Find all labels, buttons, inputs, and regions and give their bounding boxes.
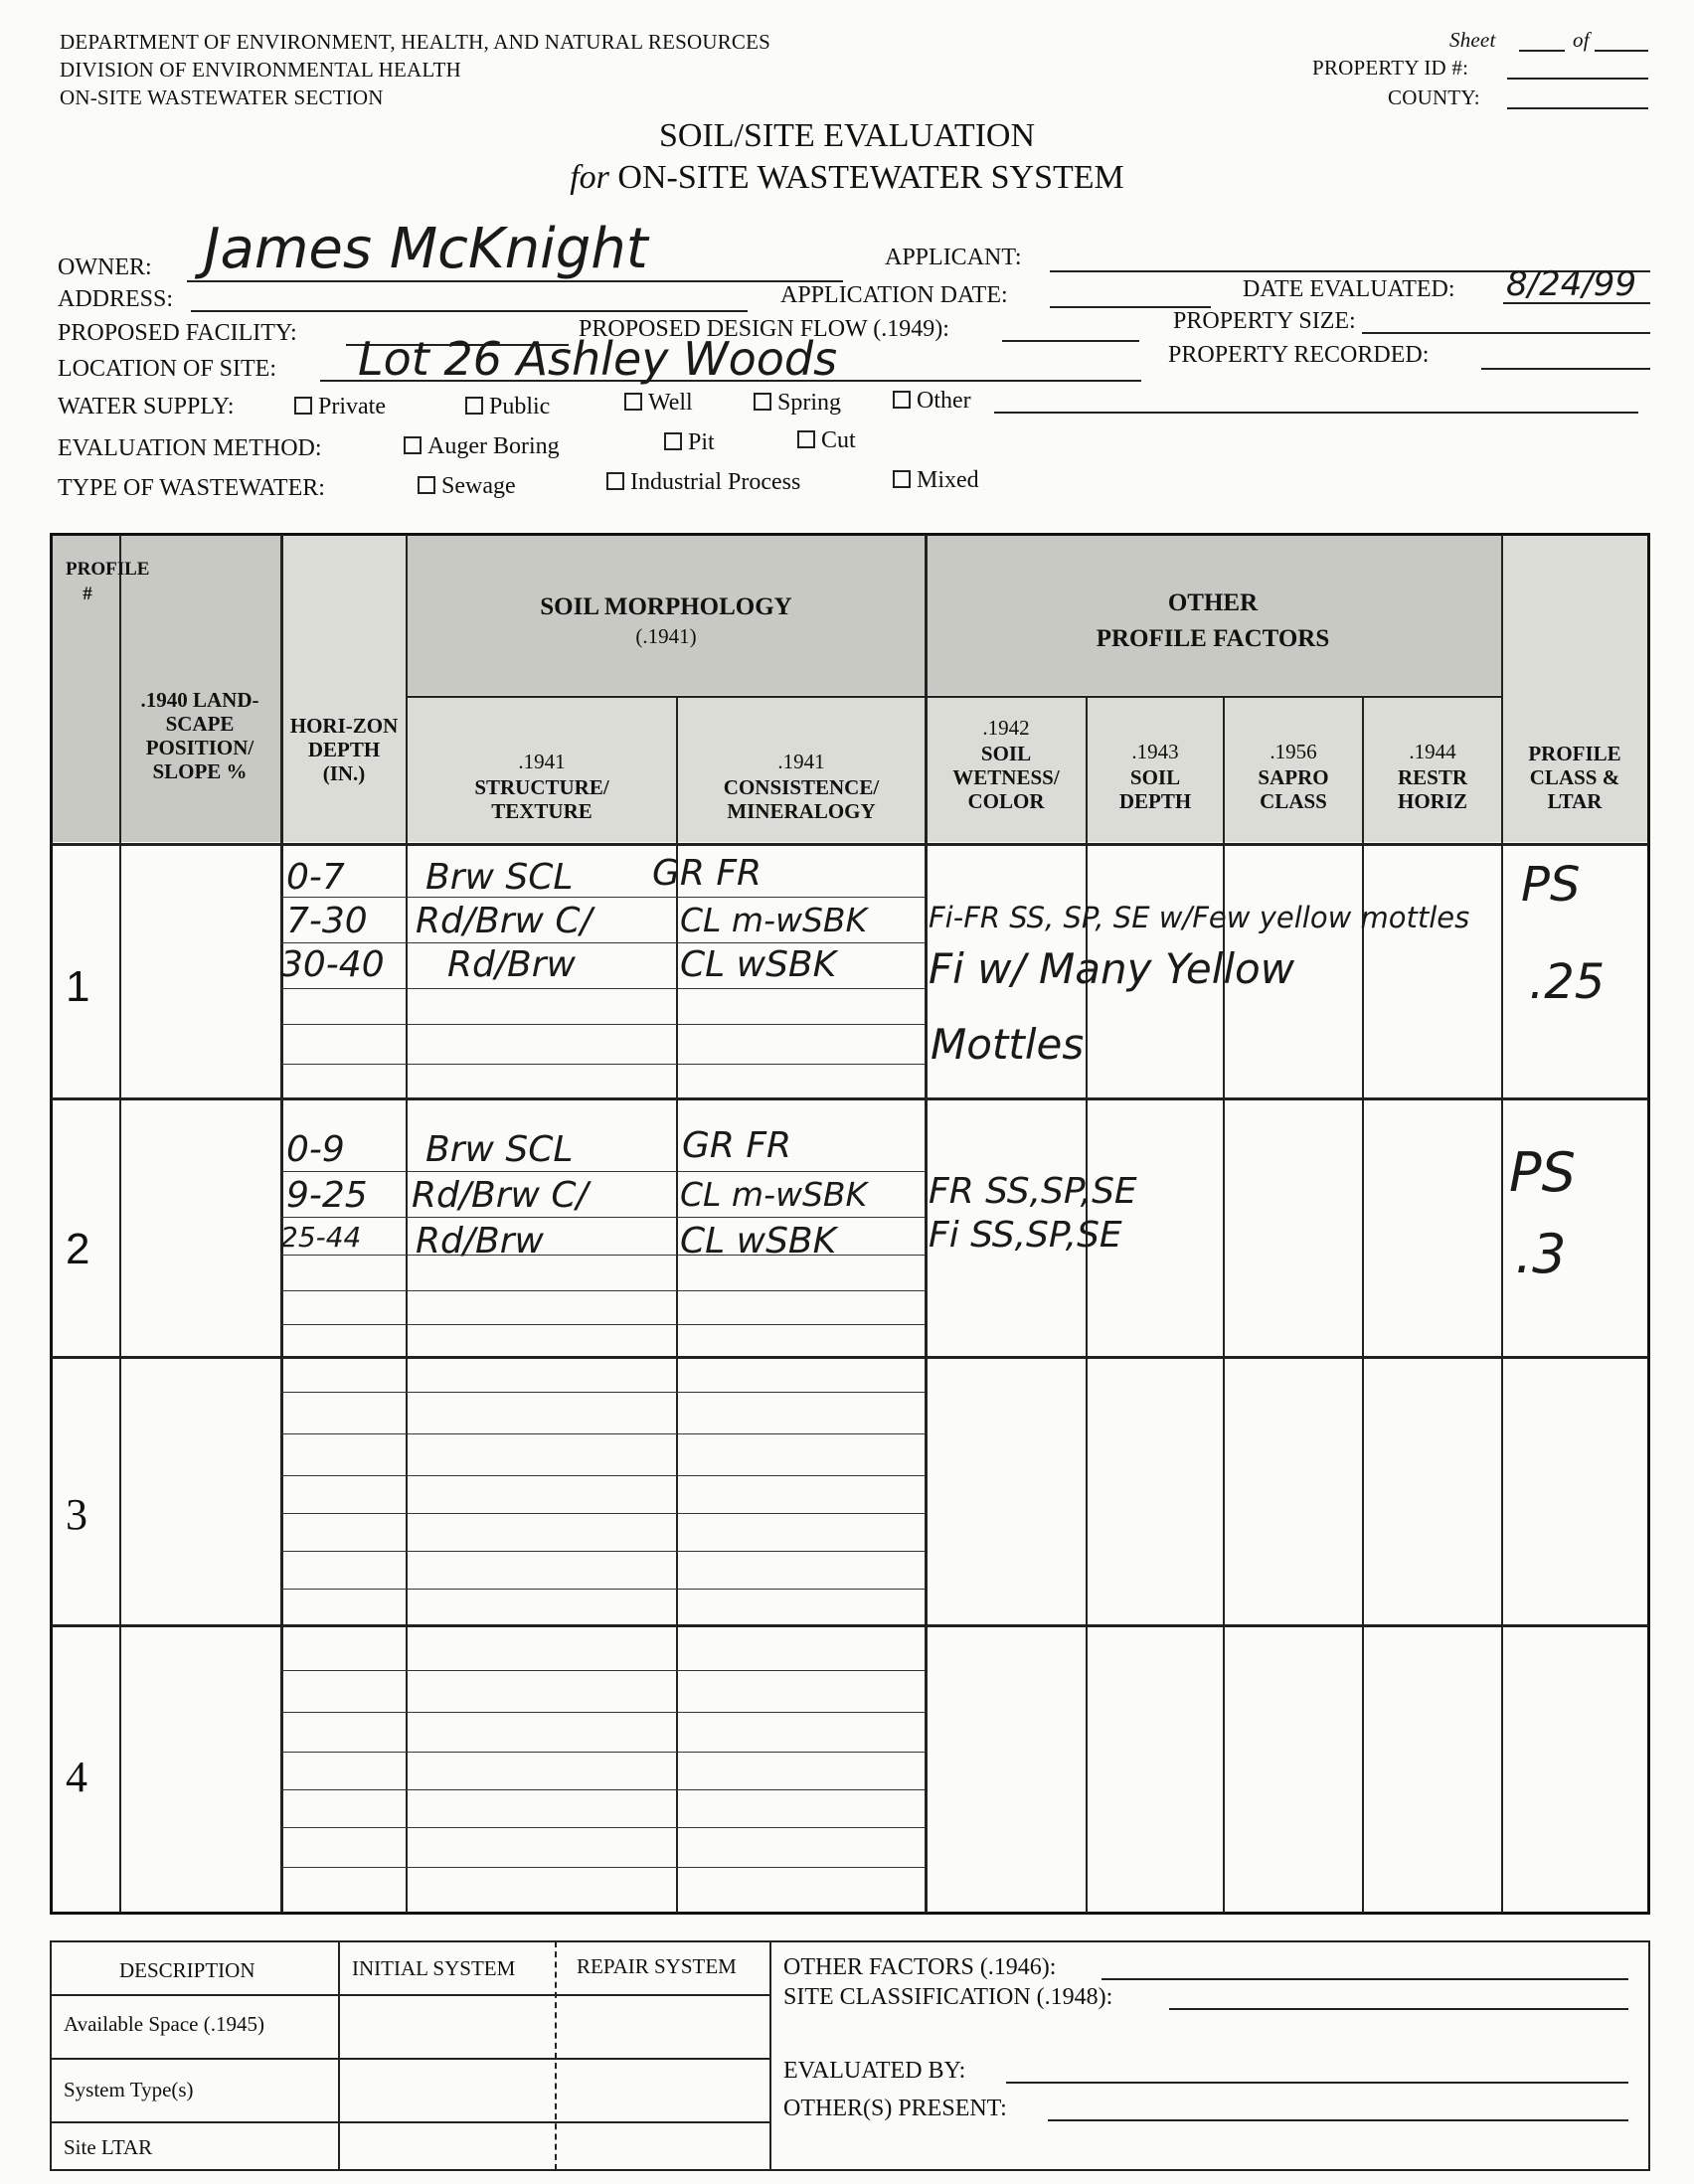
p2-class: PS (1509, 1141, 1576, 1204)
col-line (1362, 696, 1364, 1913)
eval-auger-boring[interactable] (404, 433, 560, 460)
p2-other-2: FR SS,SP,SE (929, 1171, 1137, 1212)
water-supply-well[interactable] (624, 390, 693, 417)
wastewater-industrial[interactable] (606, 469, 800, 496)
other-factors-label: OTHER FACTORS (.1946): (783, 1954, 1057, 1980)
row-line (280, 897, 925, 898)
p1-other-3: Fi w/ Many Yellow (929, 944, 1295, 993)
col-consistence-code: .1941 (777, 750, 825, 773)
group-soil-header: SOIL MORPHOLOGY (540, 593, 792, 620)
design-flow-label: PROPOSED DESIGN FLOW (.1949): (579, 316, 949, 342)
row-line (280, 1290, 925, 1291)
col-structure-code: .1941 (518, 750, 566, 773)
option-label: Industrial Process (630, 469, 801, 495)
section-name: ON-SITE WASTEWATER SECTION (60, 85, 384, 109)
col-restr-code: .1944 (1409, 740, 1456, 763)
profile-separator (52, 1097, 1648, 1100)
water-supply-spring[interactable] (754, 390, 841, 417)
proposed-facility-label: PROPOSED FACILITY: (58, 320, 297, 346)
p1-consistence-2: CL m-wSBK (680, 901, 868, 939)
row-line (280, 1513, 925, 1514)
row-line (280, 1217, 925, 1218)
eval-cut[interactable] (797, 427, 856, 454)
county-label: COUNTY: (1388, 85, 1480, 109)
sheet-label: Sheet (1449, 28, 1496, 52)
option-label: Sewage (441, 473, 516, 499)
row-line (51, 2121, 769, 2123)
p1-depth-2: 7-30 (286, 901, 368, 941)
p1-other-4: Mottles (931, 1020, 1085, 1069)
group-other-header-2: PROFILE FACTORS (1096, 625, 1330, 652)
col-consistence-header: CONSISTENCE/ MINERALOGY (723, 775, 880, 823)
location-label: LOCATION OF SITE: (58, 356, 276, 382)
option-label: Auger Boring (427, 433, 560, 459)
water-supply-other[interactable] (893, 388, 971, 415)
col-horizon-header: HORI-ZON DEPTH (IN.) (289, 714, 399, 785)
others-present-field[interactable] (1048, 2119, 1628, 2121)
row-line (280, 1551, 925, 1552)
checkbox[interactable] (465, 397, 483, 415)
group-other-header: OTHER (1167, 589, 1259, 616)
others-present-label: OTHER(S) PRESENT: (783, 2096, 1007, 2121)
checkbox[interactable] (418, 476, 435, 494)
site-classification-label: SITE CLASSIFICATION (.1948): (783, 1984, 1113, 2010)
p2-consistence-3: CL wSBK (680, 1221, 837, 1261)
profile-separator (52, 1356, 1648, 1359)
design-flow-field[interactable] (1002, 340, 1139, 342)
department-name: DEPARTMENT OF ENVIRONMENT, HEALTH, AND NATURAL RESOURCES (60, 30, 771, 54)
col-repair-system: REPAIR SYSTEM (577, 1954, 737, 1978)
col-line (119, 535, 121, 1913)
p1-ltar: .25 (1529, 954, 1606, 1010)
col-restr-header: RESTR HORIZ (1397, 765, 1468, 813)
option-label: Cut (821, 427, 856, 453)
checkbox[interactable] (606, 472, 624, 490)
p1-class: PS (1521, 857, 1581, 913)
property-id-field[interactable] (1507, 78, 1648, 80)
row-line (280, 1670, 925, 1671)
col-landscape-header: .1940 LAND-SCAPE POSITION/ SLOPE % (140, 688, 259, 783)
application-date-label: APPLICATION DATE: (780, 282, 1008, 308)
checkbox[interactable] (754, 393, 771, 411)
col-sapro-code: .1956 (1270, 740, 1317, 763)
row-line (280, 1433, 925, 1434)
col-line (1086, 696, 1088, 1913)
profile-number: 2 (66, 1225, 90, 1273)
option-label: Spring (777, 390, 842, 416)
checkbox[interactable] (294, 397, 312, 415)
p1-consistence-1: GR FR (652, 853, 762, 894)
sheet-of-field[interactable] (1595, 50, 1648, 52)
row-line (51, 2058, 769, 2060)
form-subtitle-text: ON-SITE WASTEWATER SYSTEM (617, 159, 1124, 196)
water-supply-label: WATER SUPPLY: (58, 394, 235, 420)
checkbox[interactable] (893, 391, 911, 409)
county-field[interactable] (1507, 107, 1648, 109)
col-depth-header: SOIL DEPTH (1118, 765, 1192, 813)
property-recorded-label: PROPERTY RECORDED: (1168, 342, 1430, 368)
other-factors-field[interactable] (1101, 1978, 1628, 1980)
p2-ltar: .3 (1515, 1223, 1567, 1285)
col-description: DESCRIPTION (119, 1958, 255, 1982)
site-classification-field[interactable] (1169, 2008, 1628, 2010)
p2-consistence-1: GR FR (682, 1125, 792, 1166)
property-size-field[interactable] (1362, 332, 1650, 334)
checkbox[interactable] (893, 470, 911, 488)
p1-depth-1: 0-7 (286, 857, 345, 898)
col-line (925, 535, 928, 1913)
profile-separator (52, 1624, 1648, 1627)
applicant-label: APPLICANT: (885, 245, 1022, 270)
row-line (280, 1712, 925, 1713)
water-supply-public[interactable] (465, 394, 550, 420)
division-name: DIVISION OF ENVIRONMENTAL HEALTH (60, 58, 461, 82)
row-line (280, 1827, 925, 1828)
form-subtitle-for: for (570, 159, 609, 196)
wastewater-type-label: TYPE OF WASTEWATER: (58, 475, 325, 501)
checkbox[interactable] (664, 432, 682, 450)
address-label: ADDRESS: (58, 286, 174, 312)
p1-other-2: Fi-FR SS, SP, SE w/Few yellow mottles (929, 901, 1470, 934)
property-id-label: PROPERTY ID #: (1312, 56, 1469, 80)
col-line (555, 1941, 557, 2170)
col-line (406, 535, 408, 1913)
wastewater-mixed[interactable] (893, 467, 979, 494)
p1-structure-2: Rd/Brw C/ (416, 901, 593, 941)
evaluated-by-label: EVALUATED BY: (783, 2058, 966, 2084)
col-class-header: PROFILE CLASS & LTAR (1528, 742, 1621, 813)
p1-consistence-3: CL wSBK (680, 944, 837, 985)
water-supply-other-field[interactable] (994, 412, 1638, 414)
date-evaluated-label: DATE EVALUATED: (1243, 276, 1455, 302)
row-line (280, 1475, 925, 1476)
evaluation-method-label: EVALUATION METHOD: (58, 435, 322, 461)
row-line (51, 1994, 769, 1996)
profile-number: 3 (66, 1490, 87, 1539)
eval-pit[interactable] (664, 429, 715, 456)
row-line (280, 988, 925, 989)
date-evaluated-value: 8/24/99 (1506, 264, 1637, 304)
p2-structure-1: Brw SCL (425, 1129, 574, 1170)
row-line (280, 1024, 925, 1025)
address-field[interactable] (191, 310, 748, 312)
option-label: Public (489, 394, 551, 420)
checkbox[interactable] (404, 436, 422, 454)
row-line (280, 1789, 925, 1790)
option-label: Pit (688, 429, 715, 455)
p1-structure-1: Brw SCL (425, 857, 574, 898)
p2-depth-1: 0-9 (286, 1129, 345, 1170)
form-title: SOIL/SITE EVALUATION (658, 117, 1036, 154)
checkbox[interactable] (624, 393, 642, 411)
p1-depth-3: 30-40 (280, 944, 385, 985)
p2-depth-2: 9-25 (286, 1175, 368, 1216)
property-recorded-field[interactable] (1481, 368, 1650, 370)
p2-depth-3: 25-44 (280, 1221, 362, 1254)
profile-number: 1 (66, 962, 90, 1011)
evaluated-by-field[interactable] (1006, 2082, 1628, 2084)
col-sapro-header: SAPRO CLASS (1258, 765, 1329, 813)
row-line (280, 1392, 925, 1393)
col-profile-header: PROFILE # (66, 559, 150, 604)
row-line (280, 942, 925, 943)
col-depth-code: .1943 (1131, 740, 1179, 763)
of-label: of (1573, 28, 1590, 52)
row-line (280, 1867, 925, 1868)
col-wetness-code: .1942 (982, 716, 1030, 740)
sheet-field[interactable] (1519, 50, 1565, 52)
option-label: Private (318, 394, 386, 420)
property-size-label: PROPERTY SIZE: (1173, 308, 1356, 334)
col-line (338, 1941, 340, 2170)
p2-other-3: Fi SS,SP,SE (929, 1215, 1122, 1256)
checkbox[interactable] (797, 430, 815, 448)
row-line (280, 1171, 925, 1172)
col-line (769, 1941, 771, 2170)
option-label: Other (917, 388, 971, 414)
option-label: Mixed (917, 467, 979, 493)
water-supply-private[interactable] (294, 394, 386, 420)
owner-label: OWNER: (58, 254, 152, 280)
p2-structure-3: Rd/Brw (416, 1221, 544, 1261)
profile-number: 4 (66, 1753, 87, 1801)
location-value: Lot 26 Ashley Woods (358, 332, 838, 386)
row-line (280, 1752, 925, 1753)
col-line (1223, 696, 1225, 1913)
form-subtitle (0, 159, 1694, 197)
row-site-ltar: Site LTAR (64, 2135, 153, 2159)
row-system-type: System Type(s) (64, 2078, 194, 2101)
row-line (280, 1324, 925, 1325)
group-soil-code: (.1941) (635, 624, 697, 648)
row-line (280, 1064, 925, 1065)
wastewater-sewage[interactable] (418, 473, 516, 500)
p1-structure-3: Rd/Brw (447, 944, 576, 985)
header-bottom-line (52, 843, 1648, 846)
p2-structure-2: Rd/Brw C/ (412, 1175, 589, 1216)
header-split-line (406, 696, 1501, 698)
option-label: Well (648, 390, 693, 416)
p2-consistence-2: CL m-wSBK (680, 1175, 868, 1214)
owner-value: James McKnight (204, 217, 648, 281)
row-available-space: Available Space (.1945) (64, 2012, 264, 2036)
row-line (280, 1589, 925, 1590)
col-initial-system: INITIAL SYSTEM (352, 1956, 516, 1980)
col-wetness-header: SOIL WETNESS/ COLOR (952, 742, 1060, 813)
col-structure-header: STRUCTURE/ TEXTURE (474, 775, 609, 823)
